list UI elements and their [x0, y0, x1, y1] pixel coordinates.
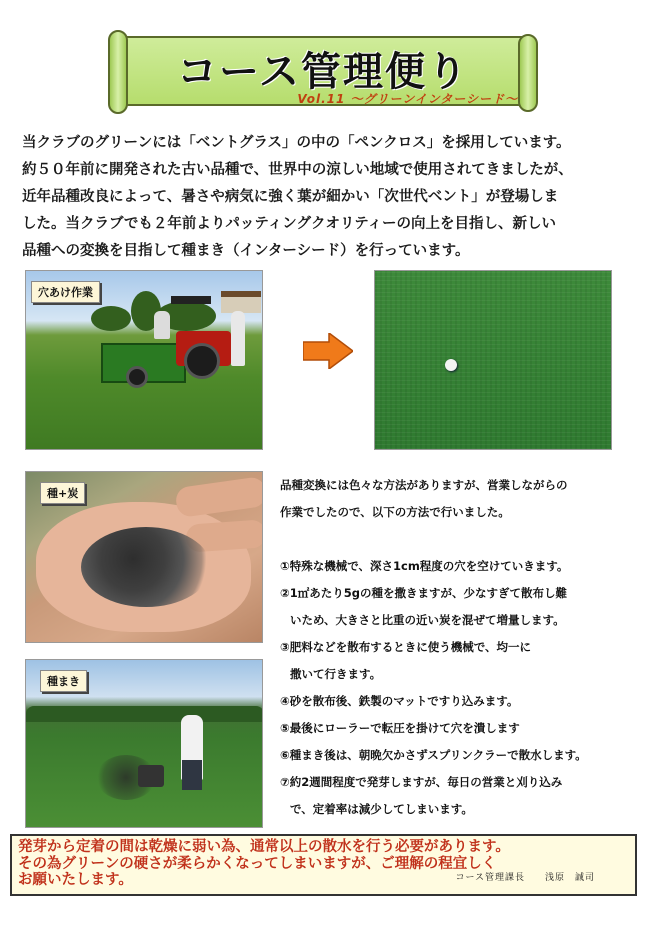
- hand-finger: [174, 476, 263, 518]
- method-step-continuation: 撒いて行きます。: [290, 667, 382, 681]
- intro-line: した。当クラブでも２年前よりパッティングクオリティーの向上を目指し、新しい: [22, 216, 557, 232]
- seed-charcoal-photo: [25, 471, 263, 643]
- treeline: [26, 706, 263, 722]
- banner-scroll-roll-right: [518, 34, 538, 112]
- method-step: ①特殊な機械で、深さ1cm程度の穴を空けていきます。: [280, 559, 569, 573]
- aeration-photo: [25, 270, 263, 450]
- spreader-machine: [138, 765, 164, 787]
- method-step: ⑦約2週間程度で発芽しますが、毎日の営業と刈り込み: [280, 775, 563, 789]
- operator-figure: [154, 311, 170, 339]
- golf-ball: [445, 359, 457, 371]
- notice-line: その為グリーンの硬さが柔らかくなってしまいますが、ご理解の程宜しく: [18, 855, 497, 872]
- seed-charcoal-pile: [81, 527, 211, 607]
- spacer: [280, 526, 630, 553]
- notice-line: 発芽から定着の間は乾燥に弱い為、通常以上の散水を行う必要があります。: [18, 839, 510, 855]
- intro-line: 近年品種改良によって、暑さや病気に強く葉が細かい「次世代ベント」が登場しま: [22, 189, 559, 205]
- intro-paragraph: [22, 130, 642, 265]
- method-intro-line: 作業でしたので、以下の方法で行いました。: [280, 505, 510, 519]
- intro-line: 当クラブのグリーンには「ベントグラス」の中の「ペンクロス」を採用しています。: [22, 135, 571, 151]
- signature: コース管理課長 浅原 誠司: [455, 872, 595, 883]
- method-step: ⑤最後にローラーで転圧を掛けて穴を潰します: [280, 721, 520, 735]
- method-step: ②1㎡あたり5gの種を撒きますが、少なすぎて散布し難: [280, 586, 567, 600]
- photo-label-seed: 種+炭: [40, 482, 85, 504]
- right-arrow-icon: [303, 333, 353, 369]
- green-closeup-photo: [374, 270, 612, 450]
- tree: [91, 306, 131, 331]
- notice-box: [10, 834, 637, 896]
- method-step: ③肥料などを散布するときに使う機械で、均一に: [280, 640, 532, 654]
- page-title: コース管理便り: [177, 49, 469, 95]
- method-step: ⑥種まき後は、朝晩欠かさずスプリンクラーで散水します。: [280, 748, 587, 762]
- title-banner: [108, 30, 538, 110]
- page-subtitle: Vol.11 ～グリーンインターシード～: [297, 92, 518, 106]
- worker-pants: [182, 760, 202, 790]
- photo-label-aeration: 穴あけ作業: [31, 281, 100, 303]
- intro-line: 約５０年前に開発された古い品種で、世界中の涼しい地域で使用されてきましたが、: [22, 162, 573, 178]
- tractor-roof: [171, 296, 211, 304]
- intro-line: 品種への変換を目指して種まき（インターシード）を行っています。: [22, 243, 470, 259]
- tractor-wheel: [126, 366, 148, 388]
- seeding-photo: [25, 659, 263, 828]
- photo-label-seeding: 種まき: [40, 670, 87, 692]
- clubhouse: [221, 291, 261, 313]
- worker-figure: [231, 311, 245, 366]
- tractor-wheel: [184, 343, 220, 379]
- notice-line: お願いたします。: [18, 872, 133, 888]
- method-step: ④砂を散布後、鉄製のマットですり込みます。: [280, 694, 519, 708]
- method-intro-line: 品種変換には色々な方法がありますが、営業しながらの: [280, 478, 568, 492]
- method-step-continuation: いため、大きさと比重の近い炭を混ぜて増量します。: [290, 613, 565, 627]
- method-description: [280, 472, 630, 823]
- method-step-continuation: で、定着率は減少してしまいます。: [290, 802, 473, 816]
- banner-scroll-roll-left: [108, 30, 128, 114]
